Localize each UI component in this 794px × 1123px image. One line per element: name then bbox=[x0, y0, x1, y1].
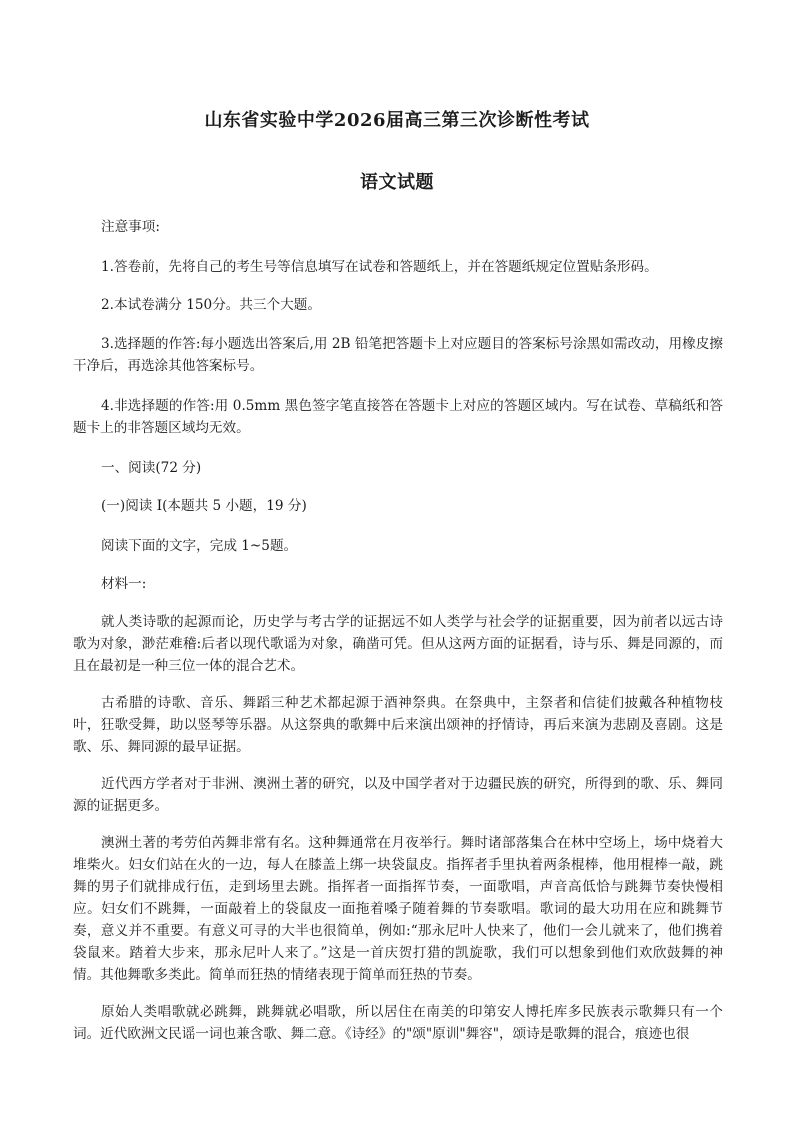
material-paragraph: 就人类诗歌的起源而论，历史学与考古学的证据远不如人类学与社会学的证据重要，因为前者以远古诗歌为对象，渺茫难稽:后者以现代歌谣为对象，确凿可凭。但从这两方面的证据看，诗与乐、舞是同源的，而且在最初是一种三位一体的混合艺术。 bbox=[73, 614, 723, 674]
exam-title: 山东省实验中学2026届高三第三次诊断性考试 bbox=[204, 110, 590, 131]
material-label: 材料一: bbox=[101, 576, 147, 592]
notice-item: 4.非选择题的作答:用 0.5mm 黑色签字笔直接答在答题卡上对应的答题区域内。写在试卷、草稿纸和答题卡上的非答题区域均无效。 bbox=[73, 398, 723, 436]
sub-heading: (一)阅读 I(本题共 5 小题，19 分) bbox=[101, 498, 307, 514]
material-paragraph: 古希腊的诗歌、音乐、舞蹈三种艺术都起源于酒神祭典。在祭典中，主祭者和信徒们披戴各种植物枝叶，狂歌受舞，助以竖琴等乐器。从这祭典的歌舞中后来演出颂神的抒情诗，再后来演为悲剧及喜剧。这是歌、乐、舞同源的最早证据。 bbox=[73, 695, 723, 755]
notice-item: 2.本试卷满分 150分。共三个大题。 bbox=[101, 297, 321, 313]
material-paragraph: 近代西方学者对于非洲、澳洲土著的研究，以及中国学者对于边疆民族的研究，所得到的歌、乐、舞同源的证据更多。 bbox=[73, 776, 723, 814]
material-paragraph: 原始人类唱歌就必跳舞，跳舞就必唱歌，所以居住在南美的印第安人博托库多民族表示歌舞只有一个词。近代欧洲文民谣一词也兼含歌、舞二意。《诗经》的"颂"原训"舞容"，颂诗是歌舞的混合，痕迹也很 bbox=[73, 1004, 723, 1042]
notice-item: 1.答卷前，先将自己的考生号等信息填写在试卷和答题纸上，并在答题纸规定位置贴条形码。 bbox=[101, 259, 658, 275]
notice-heading: 注意事项: bbox=[101, 219, 160, 235]
material-paragraph: 澳洲土著的考劳伯芮舞非常有名。这种舞通常在月夜举行。舞时诸部落集合在林中空场上，场中烧着大堆柴火。妇女们站在火的一边，每人在膝盖上绑一块袋鼠皮。指挥者手里执着两条棍棒，他用棍棒一敲，跳舞的男子们就排成行伍，走到场里去跳。指挥者一面指挥节奏，一面歌唱，声音高低恰与跳舞节奏快慢相应。妇女们不跳舞，一面敲着上的袋鼠皮一面拖着嗓子随着舞的节奏歌唱。歌词的最大功用在应和跳舞节奏，意义并不重要。有意义可寻的大半也很简单，例如:“那永尼叶人快来了，他们一会儿就来了，他们携着袋鼠来。踏着大步来，那永尼叶人来了。”这是一首庆贺打猎的凯旋歌，我们可以想象到他们欢欣鼓舞的神情。其他舞歌多类此。简单而狂热的情绪表现于简单而狂热的节奏。 bbox=[73, 835, 723, 983]
reading-instruction: 阅读下面的文字，完成 1~5题。 bbox=[101, 538, 298, 554]
notice-item: 3.选择题的作答:每小题选出答案后,用 2B 铅笔把答题卡上对应题目的答案标号涂黑如需改动，用橡皮擦干净后，再选涂其他答案标号。 bbox=[73, 336, 723, 374]
part-heading: 一、阅读(72 分) bbox=[101, 460, 202, 476]
subject-title: 语文试题 bbox=[360, 172, 434, 193]
